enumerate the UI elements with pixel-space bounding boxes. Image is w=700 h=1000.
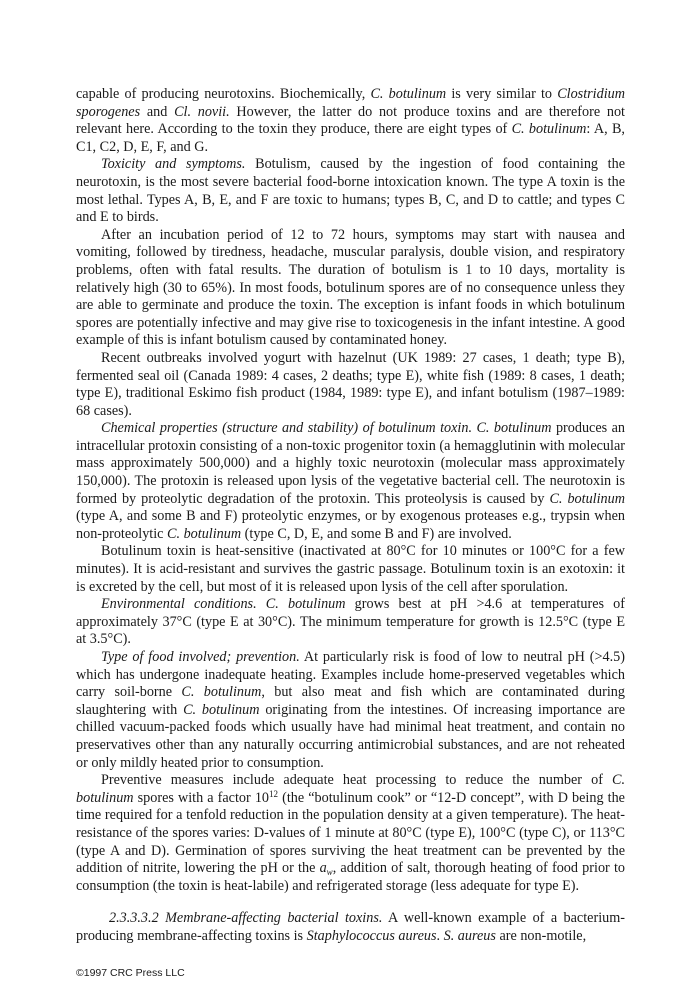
text-segment: . [436,927,444,944]
text-segment: : A, B, C1, C2, D, E, F, and G. [76,121,625,155]
italic-text: Toxicity and symptoms. [101,156,246,173]
paragraph [76,227,625,350]
text-segment: Botulinum toxin is heat-sensitive (inactivated at 80°C for 10 minutes or 100°C for a few minutes). It is acid-resistant and survives the gastric passage. Botulinum toxin is an exotoxin: it is excreted by the cell, but most of it is released upon lysis of the cell after sporulation. [76,543,625,595]
body-text [76,86,625,946]
text-segment: , but also meat and fish which are contaminated during slaughtering with [76,684,625,718]
paragraph [76,156,625,226]
paragraph [76,350,625,420]
italic-text: C. botulinum [167,525,242,542]
paragraph [76,86,625,156]
italic-text: Environmental conditions. [101,596,257,613]
text-segment: (type A, and some B and F) proteolytic enzymes, or by exogenous proteases e.g., trypsin when non-proteolytic [76,508,625,542]
text-segment: However, the latter do not produce toxins and are therefore not relevant here. According to the toxin they produce, there are eight types of [76,103,625,138]
paragraph [76,649,625,772]
text-segment: After an incubation period of 12 to 72 hours, symptoms may start with nausea and vomiting, followed by tiredness, headache, muscular paralysis, double vision, and respiratory problems, often with fatal results. The duration of botulism is 1 to 10 days, mortality is relatively high (30 to 65%). In most foods, botulinum spores are of no consequence unless they are able to germinate and produce the toxin. The exception is infant foods in which botulinum spores are potentially infective and may give rise to toxicogenesis in the infant intestine. A good example of this is infant botulism caused by contaminated honey. [76,226,625,349]
italic-text: 2.3.3.3.2 Membrane-affecting bacterial toxins. [109,910,383,927]
text-segment: are non-motile, [495,927,587,944]
italic-text: a [319,860,327,877]
text-segment: originating from the intestines. Of increasing importance are chilled vacuum-packed foods which usually have had minimal heat treatment, and contain no preservatives other than any naturally occurring antimicrobial substances, and are not reheated or only mildly heated prior to consumption. [76,701,625,771]
text-segment: A well-known example of a bacterium-producing membrane-affecting toxins is [76,910,625,944]
italic-text: C. botulinum [370,86,447,102]
text-segment: (the “botulinum cook” or “12-D concept”, with D being the time required for a tenfold reduction in the population density at a given temperature). The heat-resistance of the spores varies: D-values of 1 minute at 80°C (type E), 100°C (type C), or 113°C (type A and D). Germination of spores surviving the heat treatment can be prevented by the addition of nitrite, lowering the pH or the [76,789,625,877]
italic-text: C. botulinum [265,596,346,613]
text-segment: (type C, D, E, and some B and F) are involved. [241,525,512,542]
italic-text: C. botulinum [76,772,625,806]
italic-text: C. botulinum [511,121,587,138]
text-segment: , addition of salt, thorough heating of food prior to consumption (the toxin is heat-labile) and refrigerated storage (less adequate for type E). [76,860,625,894]
text-segment: At particularly risk is food of low to neutral pH (>4.5) which has undergone inadequate heating. Examples include home-preserved vegetables which carry soil-borne [76,649,625,701]
italic-text: C. botulinum [476,420,552,437]
text-segment: spores with a factor 10 [133,789,270,806]
text-segment: Recent outbreaks involved yogurt with hazelnut (UK 1989: 27 cases, 1 death; type B), fermented seal oil (Canada 1989: 4 cases, 2 deaths; type E), white fish (1989: 8 cases, 1 death; type E), traditional Eskimo fish product (1984, 1989: type E), and infant botulism (1987–1989: 68 cases). [76,349,625,419]
italic-text: C. botulinum [181,684,262,701]
italic-text: w [326,867,333,878]
paragraph [76,772,625,895]
footer-copyright: ©1997 CRC Press LLC [76,967,185,979]
italic-text: C. botulinum [549,490,625,507]
text-segment: produces an intracellular protoxin consisting of a non-toxic progenitor toxin (a hemagglutinin with molecular mass approximately 500,000) and a highly toxic neurotoxin (molecular mass approximately 150,000). The protoxin is released upon lysis of the vegetative bacterial cell. The neurotoxin is formed by proteolytic degradation of the protoxin. This proteolysis is caused by [76,420,626,507]
text-segment: grows best at pH >4.6 at temperatures of approximately 37°C (type E at 30°C). The minimum temperature for growth is 12.5°C (type E at 3.5°C). [76,596,625,648]
italic-text: S. aureus [443,927,496,944]
text-segment: is very similar to [446,86,558,102]
italic-text: Cl. novii. [174,103,230,120]
text-segment: and [140,103,175,120]
italic-text: C. botulinum [183,701,260,718]
paragraph [76,543,625,596]
text-segment: capable of producing neurotoxins. Biochemically, [76,86,371,102]
text-segment [257,596,266,612]
paragraph [76,420,625,543]
paragraph [76,596,625,649]
italic-text: Type of food involved; prevention. [101,649,300,665]
text-segment: Botulism, caused by the ingestion of food containing the neurotoxin, is the most severe bacterial food-borne intoxication known. The type A toxin is the most lethal. Types A, B, E, and F are toxic to humans; types B, C, and D to cattle; and types C and E to birds. [76,156,625,226]
subsection-paragraph [76,910,625,945]
text-segment: Preventive measures include adequate heat processing to reduce the number of [101,772,612,789]
italic-text: Staphylococcus aureus [306,927,437,944]
italic-text: Chemical properties (structure and stability) of botulinum toxin. [101,420,472,437]
text-segment: 12 [269,788,279,799]
italic-text: Clostridium sporogenes [76,86,625,120]
